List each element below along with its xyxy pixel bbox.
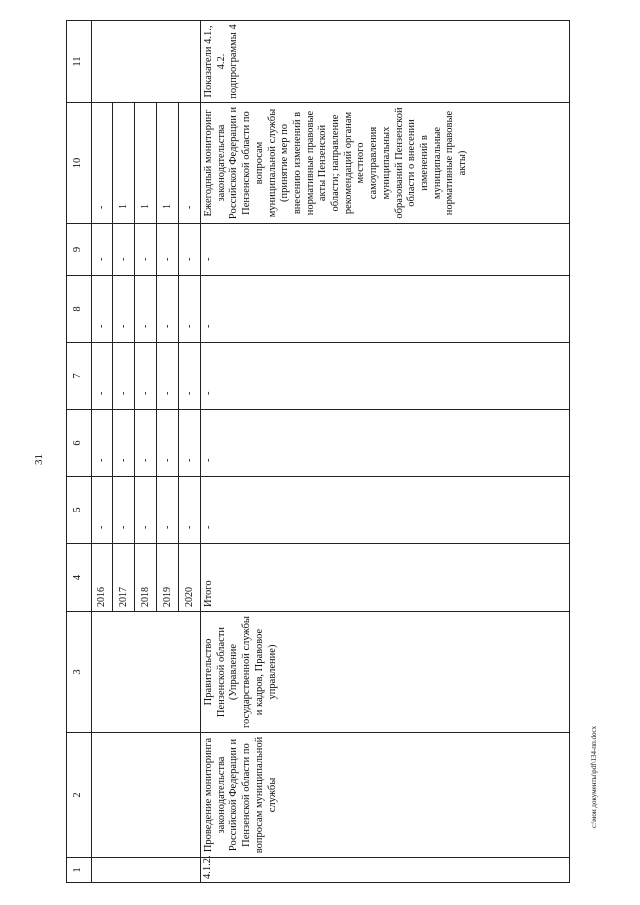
- value-cell: -: [179, 477, 201, 544]
- value-cell: -: [135, 224, 157, 276]
- col-num-7: 7: [67, 343, 92, 410]
- value-cell: -: [91, 477, 113, 544]
- value-cell: -: [113, 477, 135, 544]
- value-cell: -: [157, 224, 179, 276]
- column-number-row: [67, 21, 92, 883]
- page-number: 31: [33, 454, 45, 465]
- col-num-10: 10: [67, 103, 92, 224]
- value-cell: 1: [135, 103, 157, 224]
- year-cell: 2016: [91, 544, 113, 612]
- col-num-4: 4: [67, 544, 92, 612]
- total-value: -: [200, 410, 569, 477]
- total-value: -: [200, 276, 569, 343]
- value-cell: -: [135, 410, 157, 477]
- col-num-1: 1: [67, 858, 92, 883]
- executor-spacer: [91, 612, 200, 733]
- year-cell: 2017: [113, 544, 135, 612]
- value-cell: -: [91, 343, 113, 410]
- total-label: Итого: [200, 544, 569, 612]
- program-table: [66, 20, 570, 883]
- code-spacer: [91, 858, 200, 883]
- footer-path: c:\мои документы\pdf\134-пп.docx: [590, 725, 598, 828]
- value-cell: -: [91, 410, 113, 477]
- col-num-9: 9: [67, 224, 92, 276]
- col-num-2: 2: [67, 733, 92, 858]
- executor: Правительство Пензенской области (Управление государственной службы и кадров, Правовое управление): [200, 612, 569, 733]
- value-cell: -: [135, 477, 157, 544]
- expected-result: Ежегодный мониторинг законодательства Российской Федерации и Пензенской области по вопросам муниципальной службы (принятие мер по внесению изменений в нормативные правовые акты Пензенской области; направление рекомендаций органам местного самоуправления муниципальных образований Пензенской области о внесении изменений в муниципальные нормативные правовые акты): [200, 103, 569, 224]
- value-cell: -: [157, 477, 179, 544]
- value-cell: -: [135, 343, 157, 410]
- year-cell: 2018: [135, 544, 157, 612]
- col-num-11: 11: [67, 21, 92, 103]
- value-cell: -: [179, 410, 201, 477]
- value-cell: -: [157, 343, 179, 410]
- year-cell: 2019: [157, 544, 179, 612]
- col-num-6: 6: [67, 410, 92, 477]
- value-cell: -: [113, 224, 135, 276]
- indicators-spacer: [91, 21, 200, 103]
- year-cell: 2020: [179, 544, 201, 612]
- value-cell: -: [157, 276, 179, 343]
- value-cell: -: [179, 343, 201, 410]
- total-value: -: [200, 343, 569, 410]
- col-num-8: 8: [67, 276, 92, 343]
- rotated-page: [33, 21, 598, 883]
- value-cell: -: [179, 224, 201, 276]
- value-cell: -: [135, 276, 157, 343]
- value-cell: -: [113, 410, 135, 477]
- value-cell: -: [91, 224, 113, 276]
- total-value: -: [200, 477, 569, 544]
- value-cell: -: [91, 103, 113, 224]
- value-cell: -: [179, 103, 201, 224]
- value-cell: 1: [113, 103, 135, 224]
- measure-name: Проведение мониторинга законодательства Российской Федерации и Пензенской области по вопросам муниципальной службы: [200, 733, 569, 858]
- table-row: [200, 21, 569, 883]
- value-cell: -: [157, 410, 179, 477]
- value-cell: 1: [157, 103, 179, 224]
- value-cell: -: [113, 276, 135, 343]
- year-row: [91, 21, 113, 883]
- value-cell: -: [91, 276, 113, 343]
- total-value: -: [200, 224, 569, 276]
- name-spacer: [91, 733, 200, 858]
- value-cell: -: [179, 276, 201, 343]
- col-num-5: 5: [67, 477, 92, 544]
- value-cell: -: [113, 343, 135, 410]
- row-code: 4.1.2.: [200, 858, 569, 883]
- indicators: Показатели 4.1., 4.2. подпрограммы 4: [200, 21, 569, 103]
- col-num-3: 3: [67, 612, 92, 733]
